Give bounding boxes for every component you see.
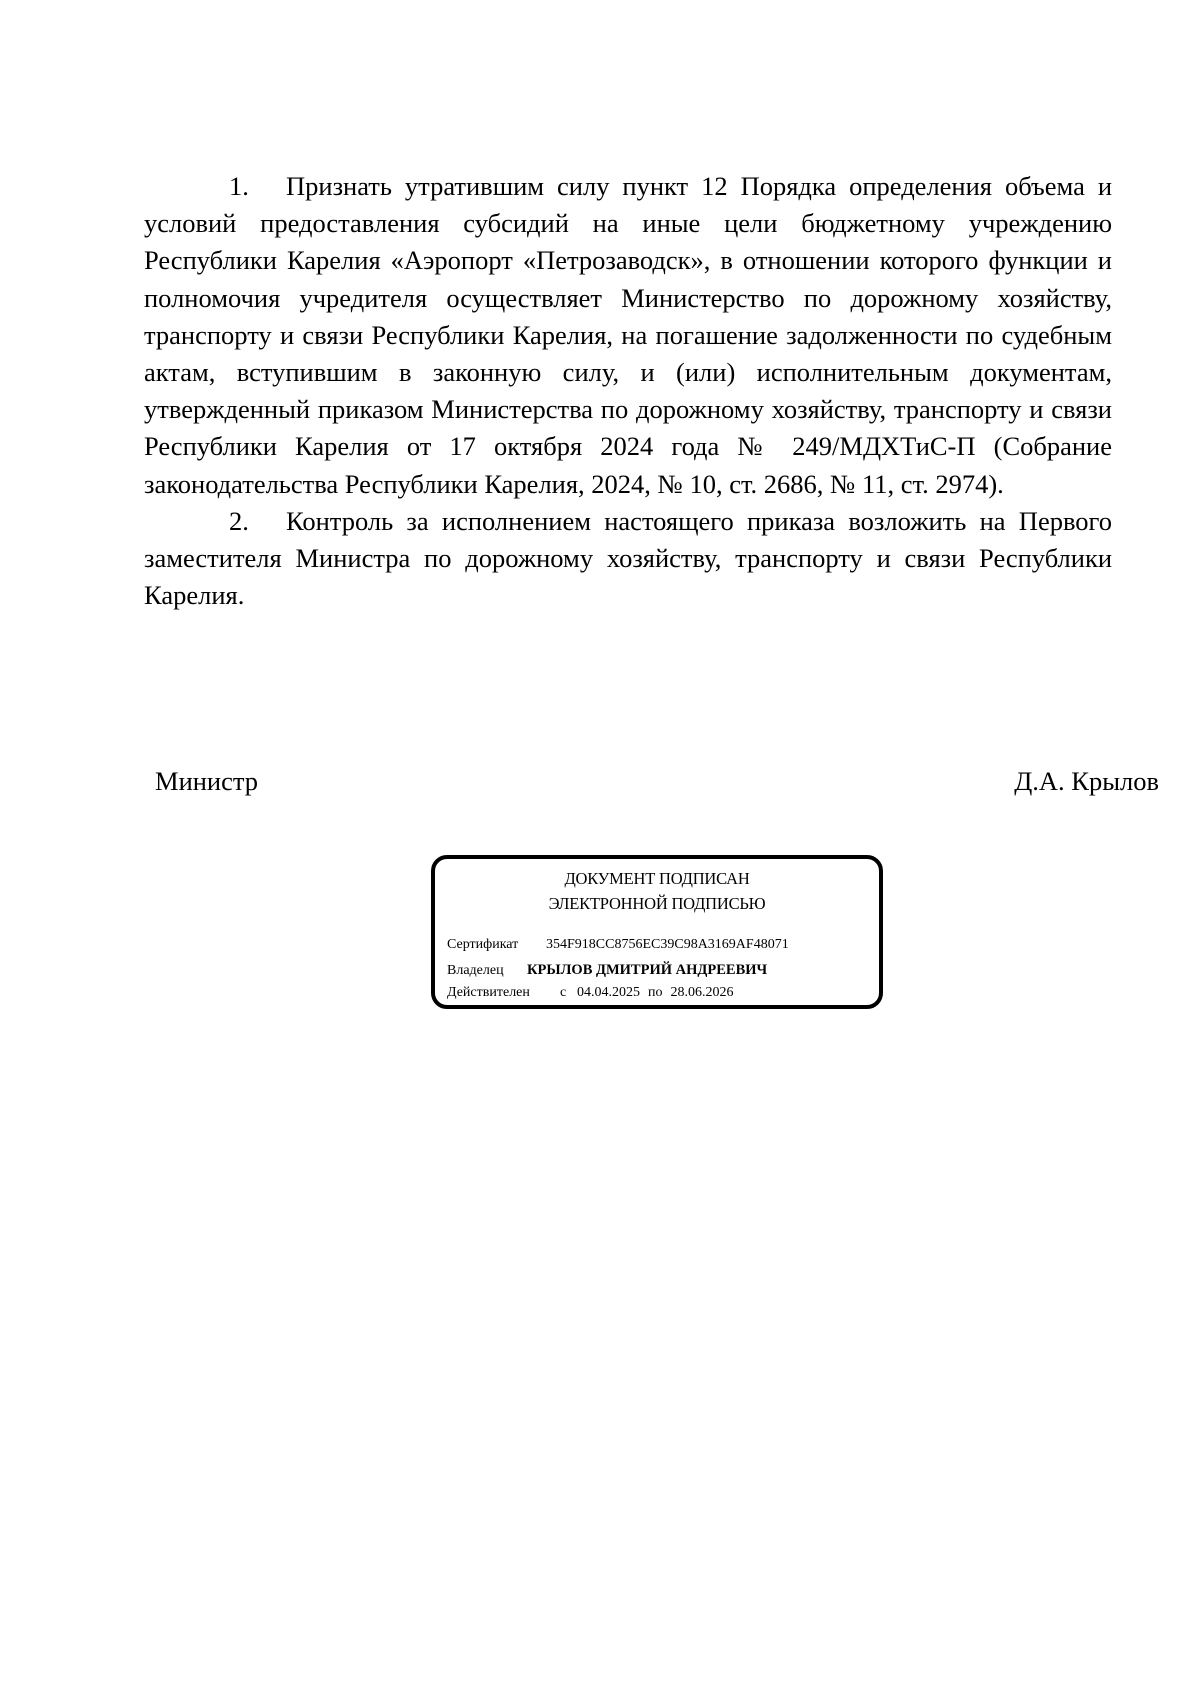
valid-label: Действителен — [447, 985, 530, 1000]
signature-block — [155, 766, 1159, 806]
signatory-name: Д.А. Крылов — [1014, 766, 1159, 796]
clause-text: Контроль за исполнением настоящего приказа возложить на Первого заместителя Министра по дорожному хозяйству, транспорту и связи Республики Карелия. — [144, 505, 1112, 611]
certificate-value: 354F918CC8756EC39C98A3169AF48071 — [546, 937, 789, 952]
electronic-signature-stamp — [431, 855, 883, 1009]
signatory-position: Министр — [155, 766, 259, 796]
clause-2 — [144, 503, 1112, 615]
stamp-validity-row — [447, 984, 734, 1002]
valid-to-date: 28.06.2026 — [670, 985, 734, 1000]
valid-from-date: 04.04.2025 — [577, 985, 640, 1000]
clause-1 — [144, 168, 1112, 503]
stamp-title-line1: ДОКУМЕНТ ПОДПИСАН — [564, 869, 750, 888]
valid-from-prefix: с — [560, 985, 567, 1000]
clause-text: Признать утратившим силу пункт 12 Порядка определения объема и условий предоставления субсидий на иные цели бюджетному учреждению Республики Карелия «Аэропорт «Петрозаводск», в отношении которого функции и полномочия учредителя осуществляет Министерство по дорожному хозяйству, транспорту и связи Республики Карелия, на погашение задолженности по судебным актам, вступившим в законную силу, и (или) исполнительным документам, утвержденный приказом Министерства по дорожному хозяйству, транспорту и связи Республики Карелия от 17 октября 2024 года № 249/МДХТиС-П (Собрание законодательства Республики Карелия, 2024, № 10, ст. 2686, № 11, ст. 2974). — [144, 171, 1112, 499]
stamp-certificate-row — [447, 936, 789, 954]
stamp-owner-row — [447, 961, 767, 980]
document-body — [144, 168, 1112, 614]
clause-number: 2. — [229, 505, 249, 536]
owner-label: Владелец — [447, 963, 504, 978]
certificate-label: Сертификат — [447, 937, 519, 952]
stamp-title-line2: ЭЛЕКТРОННОЙ ПОДПИСЬЮ — [548, 894, 766, 913]
owner-value: КРЫЛОВ ДМИТРИЙ АНДРЕЕВИЧ — [527, 962, 768, 978]
clause-number: 1. — [229, 171, 249, 201]
valid-to-prefix: по — [648, 985, 663, 1000]
